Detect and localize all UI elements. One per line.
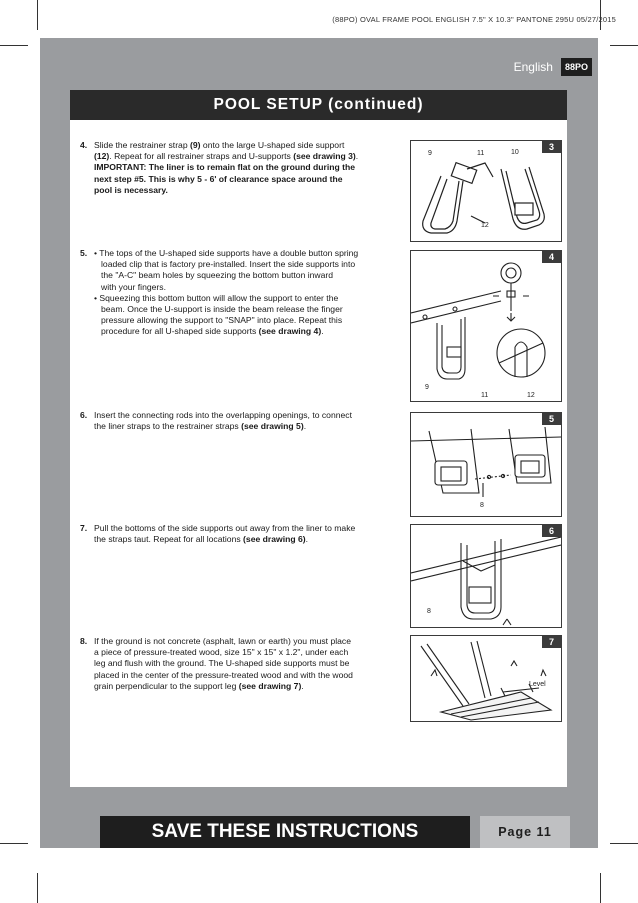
step-text: . — [321, 326, 324, 337]
step-text: pressure allowing the support to "SNAP" into place. Repeat this — [101, 315, 343, 326]
step-text: . Repeat for all restrainer straps and U-supports — [109, 151, 294, 162]
step-line — [94, 304, 358, 315]
level-label: Level — [529, 681, 546, 688]
drawing-3-illustration — [411, 141, 561, 241]
step-line — [94, 315, 358, 326]
save-instructions-banner: SAVE THESE INSTRUCTIONS — [100, 816, 470, 848]
step-text: onto the large U-shaped side support — [200, 140, 345, 150]
crop-mark — [600, 873, 601, 903]
step-text: . — [303, 421, 307, 432]
step-number: 4. — [80, 140, 88, 150]
bold-text: (see drawing 4) — [258, 326, 322, 337]
step-text: the straps taut. Repeat for all locations — [94, 534, 244, 545]
crop-mark — [0, 45, 28, 46]
drawing-6-illustration — [411, 525, 561, 627]
step-body — [94, 248, 358, 338]
step-text: procedure for all U-shaped side supports — [101, 326, 259, 337]
step-text: loaded clip that is factory pre-installed. Insert the side supports into — [101, 259, 356, 270]
bold-text: (9) — [190, 140, 201, 150]
step-line — [94, 140, 358, 151]
step-text: the "A-C" beam holes by squeezing the bottom button inward — [101, 270, 334, 281]
drawing-number: 7 — [542, 636, 561, 648]
step-line — [94, 647, 353, 658]
bullet-item — [94, 248, 358, 293]
step-line — [94, 174, 358, 185]
callout-12: 12 — [527, 392, 535, 399]
step-body — [94, 140, 358, 196]
drawing-4 — [410, 250, 562, 402]
drawing-4-illustration — [411, 251, 561, 401]
callout-9: 9 — [428, 150, 432, 157]
step-5 — [80, 248, 405, 338]
product-code-badge: 88PO — [561, 58, 592, 76]
drawing-5 — [410, 412, 562, 517]
crop-mark — [610, 843, 638, 844]
step-body — [94, 636, 353, 692]
callout-8: 8 — [480, 502, 484, 509]
step-8 — [80, 636, 405, 692]
step-line — [94, 248, 358, 259]
drawing-6 — [410, 524, 562, 628]
step-text: Insert the connecting rods into the overlapping openings, to connect — [94, 410, 352, 420]
crop-mark — [0, 843, 28, 844]
step-body — [94, 410, 352, 432]
step-text: . — [355, 151, 359, 162]
page-number: Page 11 — [480, 816, 570, 848]
drawing-5-illustration — [411, 413, 561, 516]
bullet-item — [94, 293, 358, 338]
bold-text: IMPORTANT: The liner is to remain flat on the ground during the — [94, 162, 355, 173]
step-line — [94, 259, 358, 270]
step-text: • The tops of the U-shaped side supports have a double button spring — [94, 248, 359, 258]
step-line — [94, 658, 353, 669]
step-line — [94, 523, 355, 534]
step-number: 8. — [80, 636, 88, 646]
step-number: 7. — [80, 523, 88, 533]
drawing-number: 5 — [542, 413, 561, 425]
drawing-3 — [410, 140, 562, 242]
step-line — [94, 151, 358, 162]
bold-text: (see drawing 3) — [293, 151, 356, 162]
step-text: the liner straps to the restrainer straps — [94, 421, 242, 432]
step-line — [94, 681, 353, 692]
drawing-number: 4 — [542, 251, 561, 263]
step-text: a piece of pressure-treated wood, size 15" x 15" x 1.2", under each — [94, 647, 349, 658]
callout-10: 10 — [511, 149, 519, 156]
crop-mark — [37, 0, 38, 30]
bold-text: pool is necessary. — [94, 184, 168, 195]
step-text: Pull the bottoms of the side supports out away from the liner to make — [94, 523, 356, 533]
drawing-7-illustration — [411, 636, 561, 721]
section-title: POOL SETUP (continued) — [70, 90, 567, 120]
callout-12: 12 — [481, 222, 489, 229]
language-label: English — [513, 60, 553, 74]
step-line — [94, 270, 358, 281]
step-text: . — [301, 680, 304, 691]
callout-11: 11 — [477, 150, 485, 157]
bold-text: (see drawing 6) — [243, 534, 306, 545]
drawing-number: 6 — [542, 525, 561, 537]
step-line — [94, 421, 352, 432]
step-body — [94, 523, 355, 545]
step-line — [94, 282, 358, 293]
step-text: with your fingers. — [101, 281, 166, 292]
step-line — [94, 185, 358, 196]
step-line — [94, 670, 353, 681]
drawing-7 — [410, 635, 562, 722]
step-number: 6. — [80, 410, 88, 420]
crop-mark — [610, 45, 638, 46]
step-text: beam. Once the U-support is inside the beam release the finger — [101, 304, 343, 315]
bold-text: next step #5. This is why 5 - 6' of clearance space around the — [94, 173, 343, 184]
step-line — [94, 162, 358, 173]
drawing-number: 3 — [542, 141, 561, 153]
step-number: 5. — [80, 248, 88, 258]
callout-8: 8 — [427, 608, 431, 615]
step-text: leg and flush with the ground. The U-shaped side supports must be — [94, 658, 350, 669]
callout-9: 9 — [425, 384, 429, 391]
step-line — [94, 326, 358, 337]
step-text: Slide the restrainer strap — [94, 140, 191, 150]
callout-11: 11 — [481, 392, 489, 399]
step-text: . — [305, 534, 308, 545]
crop-mark — [37, 873, 38, 903]
bold-text: (12) — [94, 151, 110, 162]
step-6 — [80, 410, 405, 432]
step-line — [94, 410, 352, 421]
language-row — [514, 58, 592, 76]
print-info: (88PO) OVAL FRAME POOL ENGLISH 7.5" X 10.3" PANTONE 295U 05/27/2015 — [332, 15, 616, 24]
bold-text: (see drawing 5) — [241, 421, 304, 432]
bold-text: (see drawing 7) — [238, 680, 302, 691]
step-text: If the ground is not concrete (asphalt, lawn or earth) you must place — [94, 636, 351, 646]
content-panel — [70, 90, 567, 787]
step-text: grain perpendicular to the support leg — [94, 680, 239, 691]
step-line — [94, 293, 358, 304]
step-line — [94, 636, 353, 647]
step-7 — [80, 523, 405, 545]
step-text: placed in the center of the pressure-treated wood and with the wood — [94, 669, 353, 680]
step-4 — [80, 140, 405, 196]
step-text: • Squeezing this bottom button will allow the support to enter the — [94, 292, 339, 303]
step-line — [94, 534, 355, 545]
